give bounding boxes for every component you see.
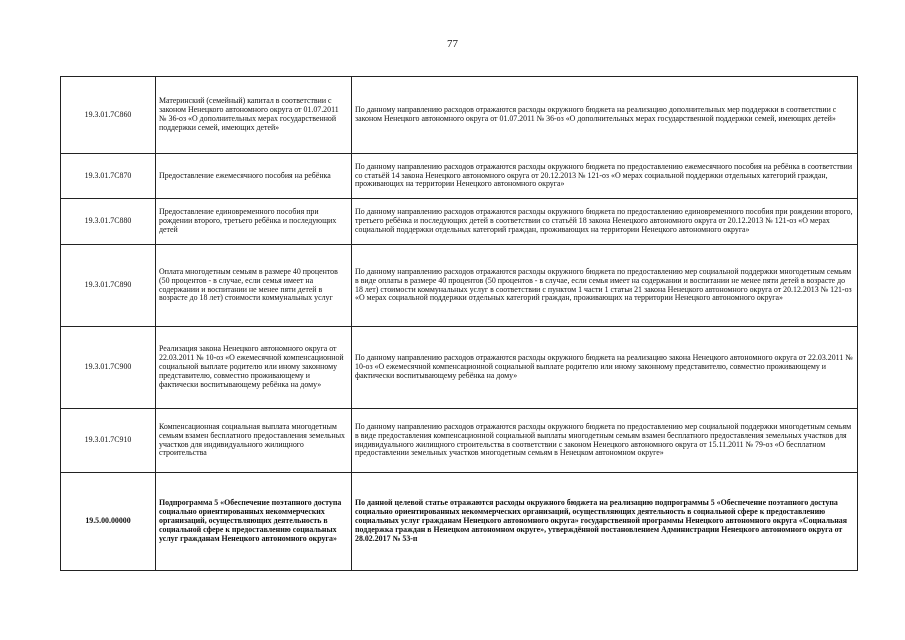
table-row [61, 327, 858, 409]
row-code: 19.3.01.7С910 [61, 409, 156, 473]
row-name: Реализация закона Ненецкого автономного округа от 22.03.2011 № 10-оз «О ежемесячной компенсационной социальной выплате родителю или иному законному представителю, совместно проживающему и фактически воспитывающему ребёнка на дому» [156, 327, 352, 409]
row-description: По данному направлению расходов отражаются расходы окружного бюджета на реализацию закона Ненецкого автономного округа от 22.03.2011 № 10-оз «О ежемесячной компенсационной социальной выплате родителю или иному законному представителю, совместно проживающему и фактически воспитывающему ребёнка на дому» [352, 327, 858, 409]
row-code: 19.3.01.7С870 [61, 154, 156, 199]
table-row [61, 199, 858, 245]
row-description: По данному направлению расходов отражаются расходы окружного бюджета по предоставлению ежемесячного пособия на ребёнка в соответствии со статьёй 14 закона Ненецкого автономного округа от 20.12.2013 № 121-оз «О мерах социальной поддержки отдельных категорий граждан, проживающих на территории Ненецкого автономного округа» [352, 154, 858, 199]
table-row [61, 473, 858, 571]
row-description: По данному направлению расходов отражаются расходы окружного бюджета по предоставлению мер социальной поддержки многодетным семьям в виде оплаты в размере 40 процентов (50 процентов - в случае, если семья имеет на содержании и воспитании не менее пяти детей в возрасте до 18 лет) стоимости коммунальных услуг в соответствии с пунктом 1 части 1 статьи 21 закона Ненецкого автономного округа от 20.12.2013 № 121-оз «О мерах социальной поддержки отдельных категорий граждан, проживающих на территории Ненецкого автономного округа» [352, 245, 858, 327]
row-description: По данному направлению расходов отражаются расходы окружного бюджета на реализацию дополнительных мер поддержки в соответствии с законом Ненецкого автономного округа от 01.07.2011 № 36-оз «О дополнительных мерах государственной поддержки семей, имеющих детей» [352, 77, 858, 154]
row-name: Компенсационная социальная выплата многодетным семьям взамен бесплатного предоставления земельных участков для индивидуального жилищного строительства [156, 409, 352, 473]
row-description: По данной целевой статье отражаются расходы окружного бюджета на реализацию подпрограммы 5 «Обеспечение поэтапного доступа социально ориентированных некоммерческих организаций, осуществляющих деятельность в социальной сфере к предоставлению социальных услуг гражданам Ненецкого автономного округа» государственной программы Ненецкого автономного округа «Социальная поддержка граждан в Ненецком автономном округе», утверждённой постановлением Администрации Ненецкого автономного округа от 28.02.2017 № 53-п [352, 473, 858, 571]
row-description: По данному направлению расходов отражаются расходы окружного бюджета по предоставлению единовременного пособия при рождении второго, третьего ребёнка и последующих детей в соответствии со статьёй 18 закона Ненецкого автономного округа от 20.12.2013 № 121-оз «О мерах социальной поддержки отдельных категорий граждан, проживающих на территории Ненецкого автономного округа» [352, 199, 858, 245]
row-name: Оплата многодетным семьям в размере 40 процентов (50 процентов - в случае, если семья имеет на содержании и воспитании не менее пяти детей в возрасте до 18 лет) стоимости коммунальных услуг [156, 245, 352, 327]
page-number: 77 [447, 38, 458, 50]
row-code: 19.3.01.7С860 [61, 77, 156, 154]
row-name: Предоставление единовременного пособия при рождении второго, третьего ребёнка и последующих детей [156, 199, 352, 245]
table-row [61, 154, 858, 199]
row-name: Предоставление ежемесячного пособия на ребёнка [156, 154, 352, 199]
row-name: Подпрограмма 5 «Обеспечение поэтапного доступа социально ориентированных некоммерческих организаций, осуществляющих деятельность в социальной сфере к предоставлению социальных услуг гражданам Ненецкого автономного округа» [156, 473, 352, 571]
table-row [61, 245, 858, 327]
table-row [61, 409, 858, 473]
budget-classification-table [60, 76, 858, 571]
row-code: 19.3.01.7С890 [61, 245, 156, 327]
table-row [61, 77, 858, 154]
row-code: 19.3.01.7С900 [61, 327, 156, 409]
row-description: По данному направлению расходов отражаются расходы окружного бюджета по предоставлению мер социальной поддержки многодетным семьям в виде предоставления компенсационной социальной выплаты многодетным семьям взамен бесплатного предоставления земельных участков для индивидуального жилищного строительства в соответствии с законом Ненецкого автономного округа от 15.11.2011 № 79-оз «О бесплатном предоставлении земельных участков многодетным семьям в Ненецком автономном округе» [352, 409, 858, 473]
row-code: 19.3.01.7С880 [61, 199, 156, 245]
row-code: 19.5.00.00000 [61, 473, 156, 571]
row-name: Материнский (семейный) капитал в соответствии с законом Ненецкого автономного округа от 01.07.2011 № 36-оз «О дополнительных мерах государственной поддержки семей, имеющих детей» [156, 77, 352, 154]
